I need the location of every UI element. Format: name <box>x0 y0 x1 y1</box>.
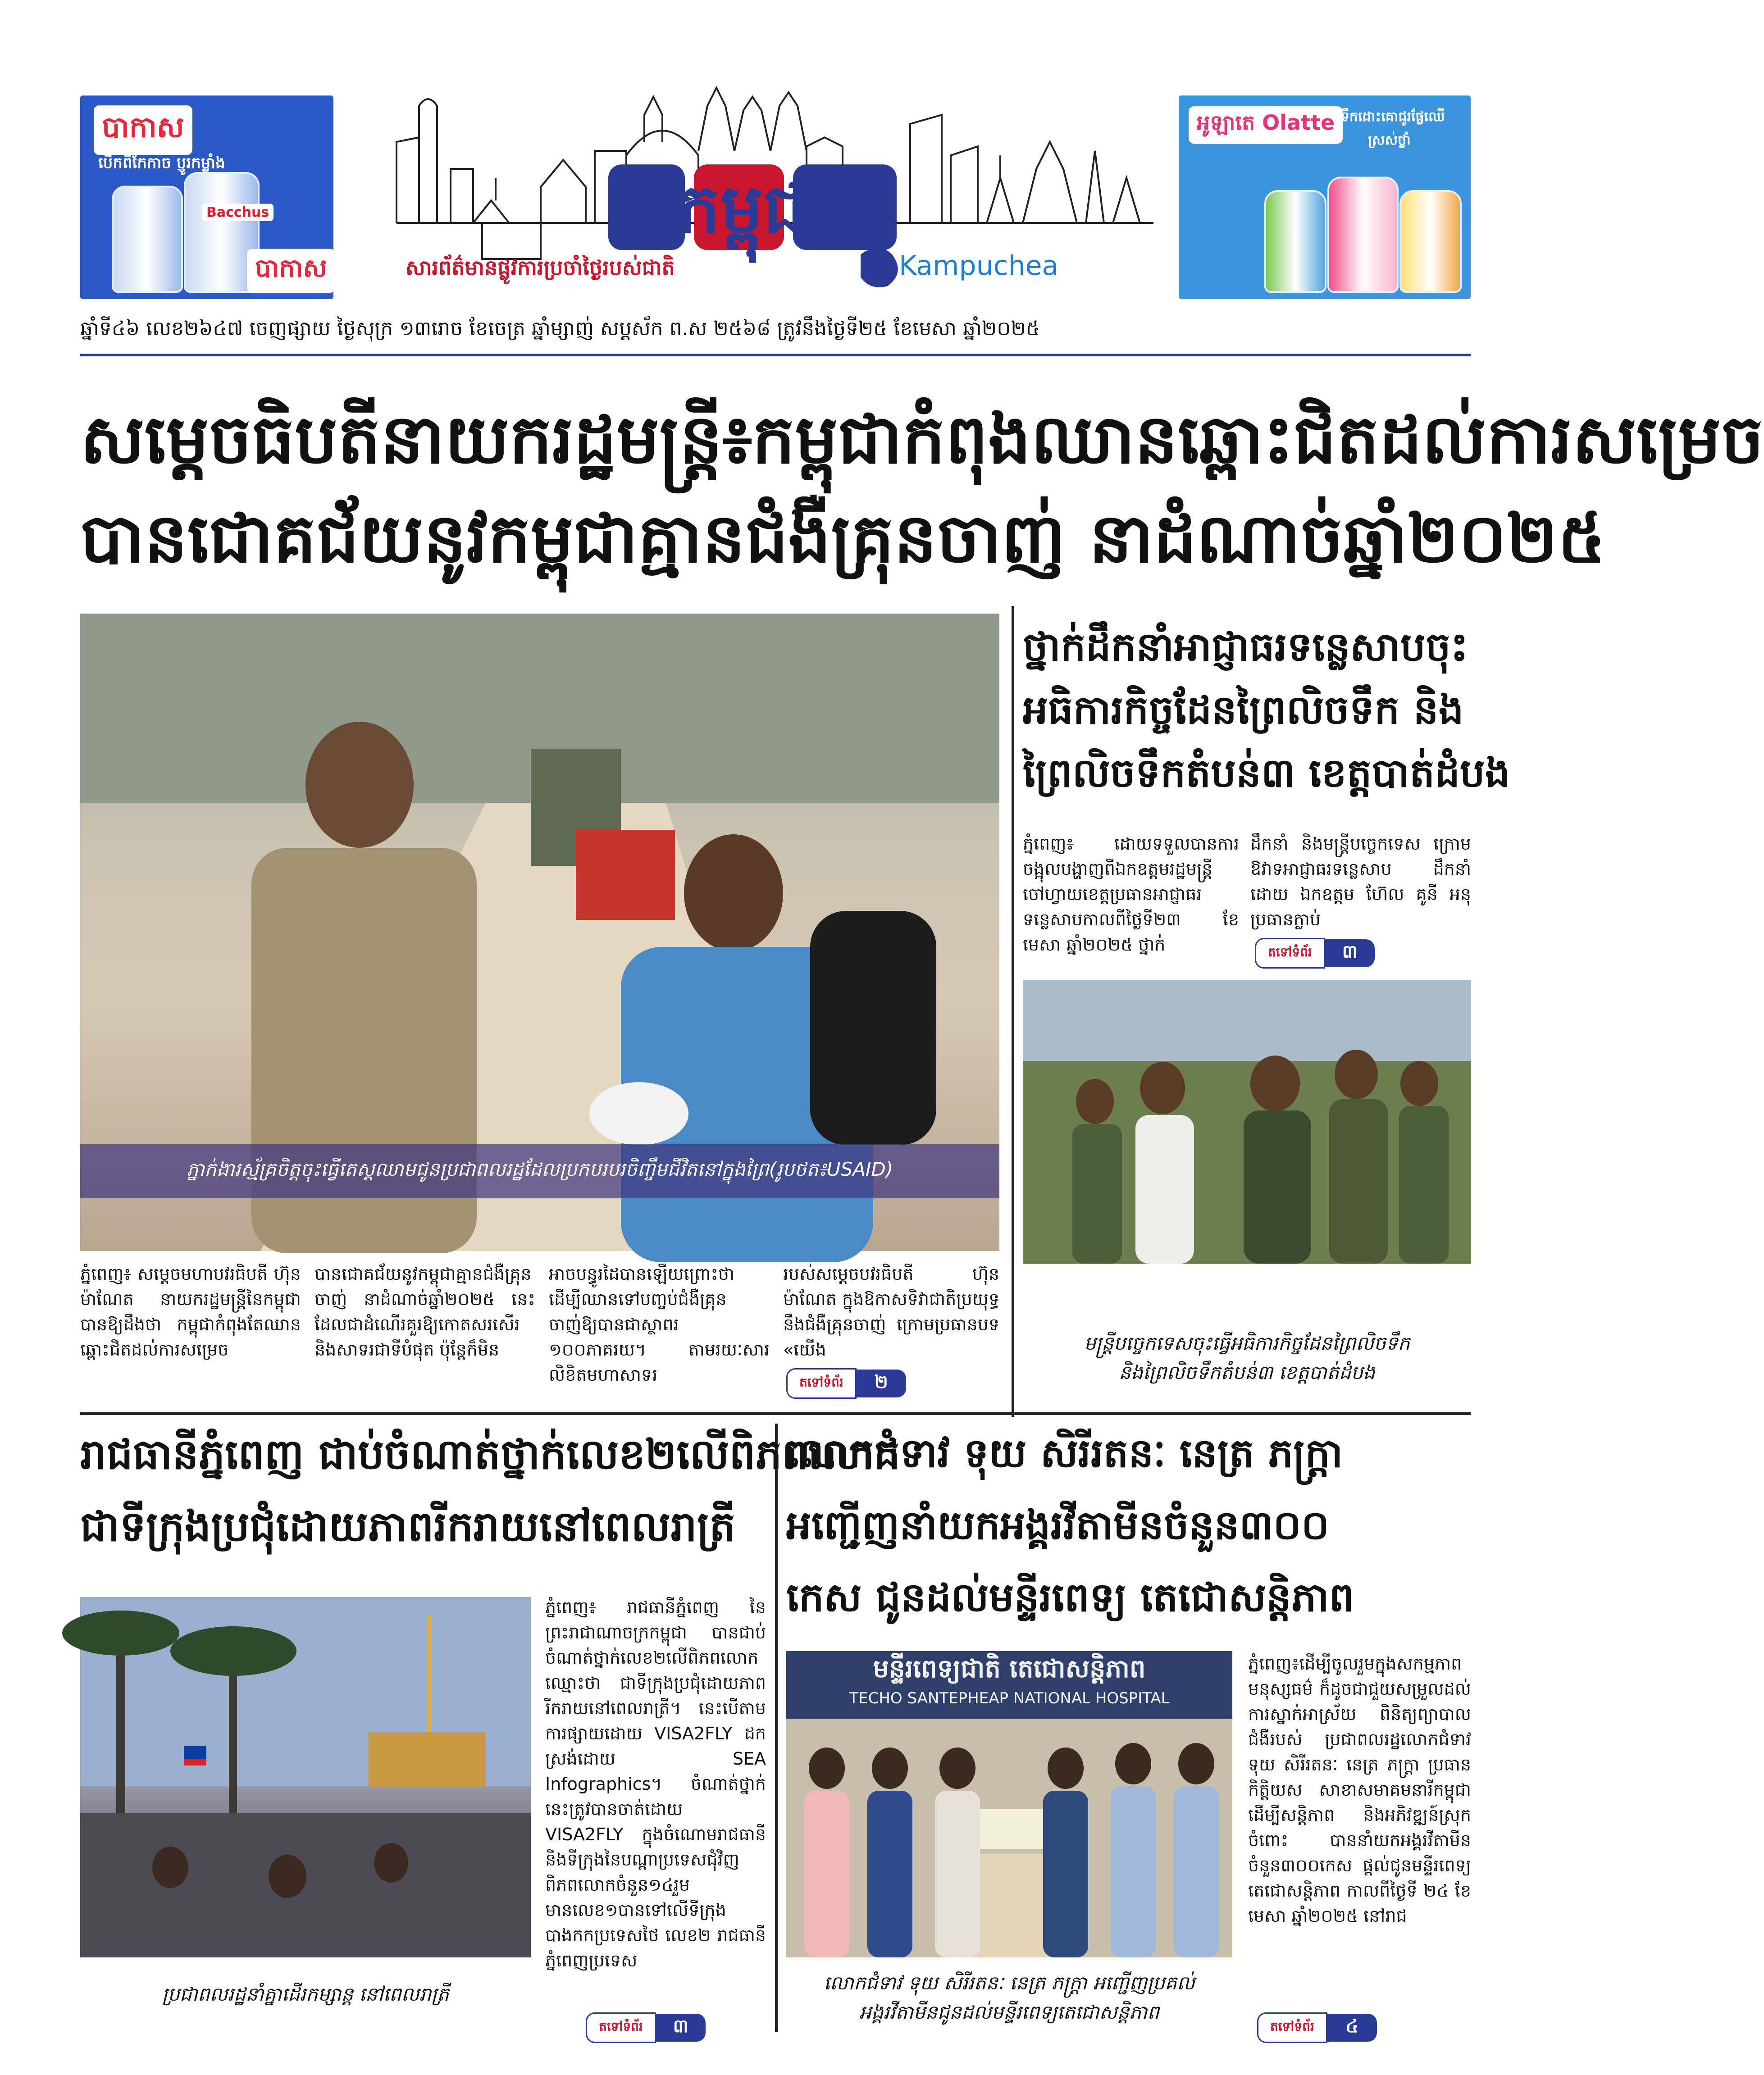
column-divider <box>1012 606 1014 1417</box>
continued-page-number: ៣ <box>656 2014 706 2042</box>
masthead-rule <box>80 354 1471 356</box>
section-divider <box>80 1412 1471 1415</box>
side-column-1: ភ្នំពេញ៖ ដោយទទួលបានការចង្អុលបង្ហាញពីឯកឧត្តមរដ្ឋមន្ត្រី ចៅហ្វាយខេត្តប្រធានអាជ្ញាធរទន្លេសាបកាលពីថ្ងៃទី២៣ ខែមេសា ឆ្នាំ២០២៥ ថ្នាក់ <box>1023 834 1239 955</box>
continued-label: តទៅទំព័រ <box>1255 938 1325 969</box>
kampuchea-logo-mark <box>861 248 898 287</box>
lead-headline-line1: សម្តេចធិបតីនាយករដ្ឋមន្ត្រី៖កម្ពុជាកំពុងឈានឆ្ពោះជិតដល់ការសម្រេច <box>80 400 1764 479</box>
advert-left-slogan-top: បាកាស <box>94 105 192 155</box>
continued-label: តទៅទំព័រ <box>586 2012 656 2043</box>
side-headline-line1: ថ្នាក់ដឹកនាំអាជ្ញាធរទន្លេសាបចុះ <box>1023 623 1468 670</box>
side-photo-illustration <box>1023 980 1471 1264</box>
lead-headline-line2: បានជោគជ័យនូវកម្ពុជាគ្មានជំងឺគ្រុនចាញ់ នាដំណាច់ឆ្នាំ២០២៥ <box>80 499 1606 578</box>
lead-column-1: ភ្នំពេញ៖ សម្តេចមហាបវរធិបតី ហ៊ុន ម៉ាណែត នាយករដ្ឋមន្ត្រីនៃកម្ពុជា បានឱ្យដឹងថា កម្ពុជាកំពុងតែឈានឆ្ពោះជិតដល់ការសម្រេច <box>80 1264 301 1360</box>
olatte-can-image <box>1327 177 1399 293</box>
advert-left-brand: Bacchus <box>202 204 273 221</box>
side-continued-link[interactable] <box>1255 939 1375 967</box>
continued-label: តទៅទំព័រ <box>786 1368 857 1399</box>
side-photo-forest-inspection <box>1023 980 1471 1264</box>
right-story-photo-caption-line1: លោកជំទាវ ទុយ សិរីរតនៈ នេត្រ ភក្ត្រា អញ្ជើញប្រគល់ <box>824 1972 1195 1994</box>
column-divider <box>775 1424 778 2032</box>
continued-page-number: ៤ <box>1327 2014 1377 2042</box>
right-story-photo-caption-line2: អង្គរវីតាមីនជូនដល់មន្ទីរពេទ្យតេជោសន្តិភាព <box>859 2001 1159 2023</box>
left-story-continued-link[interactable] <box>586 2014 706 2042</box>
left-story-photo-night-crowd <box>80 1597 531 1957</box>
hospital-sign-khmer: មន្ទីរពេទ្យជាតិ តេជោសន្តិភាព <box>873 1654 1146 1684</box>
continued-page-number: ៣ <box>1325 939 1375 967</box>
side-photo-caption-line2: និងព្រៃលិចទឹកតំបន់៣ ខេត្តបាត់ដំបង <box>1119 1361 1375 1383</box>
right-story-headline-line1: លោកជំទាវ ទុយ សិរីរតនៈ នេត្រ ភក្ត្រា <box>786 1429 1343 1476</box>
continued-page-number: ២ <box>857 1370 906 1397</box>
masthead-skyline-logo <box>392 88 1158 300</box>
lead-column-3: អាចបន្ធូរដៃបានឡើយព្រោះថា ដើម្បីឈានទៅបញ្ចប់ជំងឺគ្រុនចាញ់ឱ្យបានជាស្ថាពរ ១០០ភាគរយ។ តាមរយៈសារលិខិតមហាសាទរ <box>549 1264 770 1385</box>
hospital-sign-latin: TECHO SANTEPHEAP NATIONAL HOSPITAL <box>849 1689 1170 1707</box>
left-story-headline-line1: រាជធានីភ្នំពេញ ជាប់ចំណាត់ថ្នាក់លេខ២លើពិភពលោក <box>80 1430 900 1479</box>
left-story-body: ភ្នំពេញ៖ រាជធានីភ្នំពេញ នៃព្រះរាជាណាចក្រកម្ពុជា បានជាប់ចំណាត់ថ្នាក់លេខ២លើពិភពលោក ឈ្មោះថា ជាទីក្រុងប្រជុំដោយភាពរីករាយនៅពេលរាត្រី។ នេះបើតាមការផ្សាយដោយ VISA2FLY ដកស្រង់ដោយ SEA Infographics។ ចំណាត់ថ្នាក់នេះត្រូវបានចាត់ដោយ VISA2FLY ក្នុងចំណោមរាជធានី និងទីក្រុងនៃបណ្តាប្រទេសជុំវិញពិភពលោកចំនួន១៤រួមមានលេខ១បានទៅលើទីក្រុងបាងកកប្រទេសថៃ លេខ២ រាជធានីភ្នំពេញប្រទេស <box>545 1597 766 1970</box>
left-story-photo-caption: ប្រជាពលរដ្ឋនាំគ្នាដើរកម្សាន្ត នៅពេលរាត្រី <box>162 1983 449 2005</box>
masthead-latin-name: Kampuchea <box>899 250 1059 282</box>
side-column-2: ដឹកនាំ និងមន្ត្រីបច្ចេកទេស ក្រោមឱវាទអាជ្ញាធរទន្លេសាប ដឹកនាំដោយ ឯកឧត្តម ហ៊ែល គូនី អនុប្រធានក្លាប់ <box>1250 834 1471 929</box>
right-photo-illustration <box>786 1719 1232 1957</box>
side-photo-caption-line1: មន្ត្រីបច្ចេកទេសចុះធ្វើអធិការកិច្ចដែនព្រៃលិចទឹក <box>1084 1332 1410 1354</box>
right-story-headline-line2: អញ្ជើញនាំយកអង្គរវីតាមីនចំនួន៣០០ <box>786 1502 1330 1548</box>
olatte-can-image <box>1399 190 1462 293</box>
masthead-logo-text: កម្ពុជា <box>677 169 828 248</box>
advert-right-line1: ទឹកដោះគោជូរផ្លែឈើ <box>1341 109 1445 125</box>
continued-label: តទៅទំព័រ <box>1257 2012 1327 2043</box>
lead-continued-link[interactable] <box>786 1370 906 1397</box>
advert-right-olatte[interactable] <box>1179 96 1471 299</box>
advert-left-slogan-mid: បើកពីកែកាច ប្ញូរកម្លាំង <box>98 154 225 172</box>
lead-photo-caption: ភ្នាក់ងារស្ម័គ្រចិត្តចុះធ្វើតេស្តឈាមជូនប្រជាពលរដ្ឋដែលប្រកបរបរចិញ្ចឹមជីវិតនៅក្នុងព្រៃ(រូបថត៖USAID) <box>80 1144 999 1198</box>
side-headline-line2: អធិការកិច្ចដែនព្រៃលិចទឹក និង <box>1023 686 1464 733</box>
advert-left-slogan-bottom: បាកាស <box>247 249 335 293</box>
olatte-can-image <box>1264 190 1326 293</box>
advert-right-line2: ស្រស់ថ្លាំ <box>1368 132 1411 148</box>
lead-column-2: បានជោគជ័យនូវកម្ពុជាគ្មានជំងឺគ្រុនចាញ់ នាដំណាច់ឆ្នាំ២០២៥ នេះ ដែលជាដំណើរគួរឱ្យកោតសរសើរ និងសាទរជាទីបំផុត ប៉ុន្តែក៏មិន <box>315 1264 535 1360</box>
lead-column-4: របស់សម្តេចបវរធិបតី ហ៊ុន ម៉ាណែត ក្នុងឱកាសទិវាជាតិប្រយុទ្ធនឹងជំងឺគ្រុនចាញ់ ក្រោមប្រធានបទ «យើង <box>783 1264 999 1360</box>
advert-left-bacchus[interactable] <box>80 96 333 299</box>
advert-right-headline: អូឡាតេ Olatte <box>1189 106 1343 144</box>
right-story-continued-link[interactable] <box>1257 2014 1377 2042</box>
hospital-sign <box>786 1651 1232 1719</box>
right-story-photo-hospital-donation <box>786 1651 1232 1957</box>
masthead-tagline: សារព័ត៌មានផ្លូវការប្រចាំថ្ងៃរបស់ជាតិ <box>406 255 675 280</box>
issue-date-line: ឆ្នាំទី៤៦ លេខ២៦៤៧ ចេញផ្សាយ ថ្ងៃសុក្រ ១៣រោច ខែចេត្រ ឆ្នាំម្សាញ់ សប្តស័ក ព.ស ២៥៦៨ ត្រូវនឹងថ្ងៃទី២៥ ខែមេសា ឆ្នាំ២០២៥ <box>80 317 1040 340</box>
side-headline-line3: ព្រៃលិចទឹកតំបន់៣ ខេត្តបាត់ដំបង <box>1023 749 1510 796</box>
logo-tile-left <box>608 164 685 250</box>
right-story-body: ភ្នំពេញ៖ដើម្បីចូលរួមក្នុងសកម្មភាពមនុស្សធម៌ ក៏ដូចជាជួយសម្រួលដល់ការស្នាក់អាស្រ័យ ពិនិត្យព្យាបាលជំងឺរបស់ ប្រជាពលរដ្ឋលោកជំទាវ ទុយ សិរីរតនៈ នេត្រ ភក្ត្រា ប្រធានកិត្តិយស សាខាសមាគមនារីកម្ពុជាដើម្បីសន្តិភាព និងអភិវឌ្ឍន៍ស្រុកចំពោះ បាននាំយកអង្គរវីតាមីន ចំនួន៣០០កេស ផ្តល់ជូនមន្ទីរពេទ្យតេជោសន្តិភាព កាលពីថ្ងៃទី ២៤ ខែមេសា ឆ្នាំ២០២៥ នៅរាជ <box>1248 1654 1471 1926</box>
right-story-headline-line3: កេស ជូនដល់មន្ទីរពេទ្យ តេជោសន្តិភាព <box>786 1574 1354 1620</box>
bacchus-can-image <box>112 186 183 293</box>
left-story-headline-line2: ជាទីក្រុងប្រជុំដោយភាពរីករាយនៅពេលរាត្រី <box>80 1502 736 1551</box>
left-photo-illustration <box>80 1597 531 1957</box>
